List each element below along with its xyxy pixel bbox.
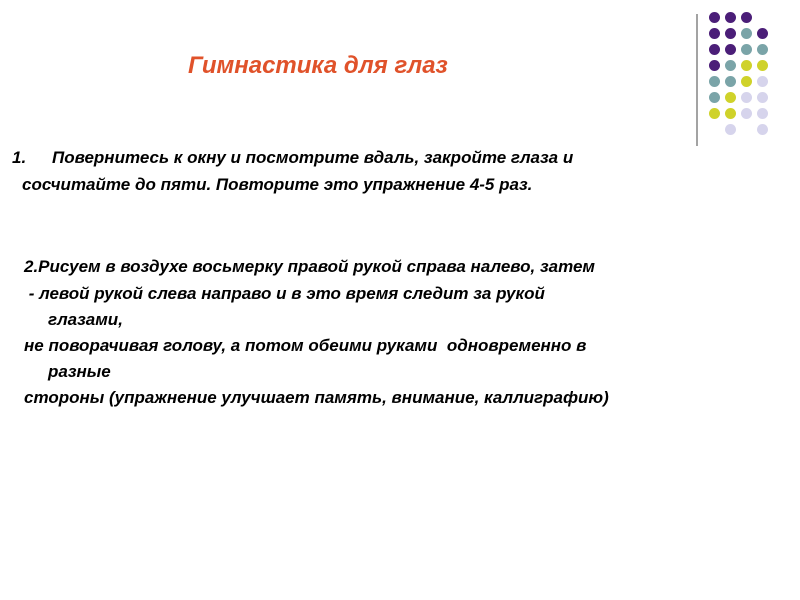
exercise-2-line-1: 2.Рисуем в воздухе восьмерку правой рукой справа налево, затем xyxy=(24,257,596,276)
exercise-2-line-3: глазами, xyxy=(48,310,123,329)
decorative-divider-line xyxy=(696,14,698,146)
decorative-dot xyxy=(709,76,720,87)
decorative-dot xyxy=(741,28,752,39)
decorative-dot xyxy=(741,60,752,71)
decorative-dot xyxy=(709,108,720,119)
decorative-dot xyxy=(741,92,752,103)
decorative-dot xyxy=(725,108,736,119)
decorative-dot xyxy=(725,44,736,55)
decorative-dot xyxy=(709,28,720,39)
slide-title: Гимнастика для глаз xyxy=(188,52,448,79)
exercise-2-line-6: стороны (упражнение улучшает память, внимание, каллиграфию) xyxy=(24,388,609,407)
exercise-2-line-2: - левой рукой слева направо и в это время следит за рукой xyxy=(24,284,545,303)
decorative-dot xyxy=(741,44,752,55)
decorative-dot xyxy=(709,92,720,103)
decorative-dot xyxy=(757,60,768,71)
exercise-2-line-5: разные xyxy=(48,362,111,381)
exercise-2-line-4: не поворачивая голову, а потом обеими руками одновременно в xyxy=(24,336,587,355)
decorative-dot xyxy=(725,60,736,71)
exercise-1-number: 1. xyxy=(12,148,27,167)
exercise-1-line-1: Повернитесь к окну и посмотрите вдаль, закройте глаза и xyxy=(52,148,574,167)
decorative-dot xyxy=(757,92,768,103)
decorative-dot xyxy=(725,124,736,135)
decorative-dot xyxy=(757,108,768,119)
decorative-dot-grid xyxy=(709,12,799,132)
decorative-dot xyxy=(725,92,736,103)
decorative-dot xyxy=(725,28,736,39)
decorative-dot xyxy=(709,60,720,71)
exercise-1-line-2: сосчитайте до пяти. Повторите это упражнение 4-5 раз. xyxy=(22,175,533,194)
decorative-dot xyxy=(741,12,752,23)
decorative-dot xyxy=(757,124,768,135)
decorative-dot xyxy=(757,28,768,39)
decorative-dot xyxy=(741,108,752,119)
decorative-dot xyxy=(725,12,736,23)
decorative-dot xyxy=(757,44,768,55)
decorative-dot xyxy=(709,44,720,55)
decorative-dot xyxy=(709,12,720,23)
decorative-dot xyxy=(725,76,736,87)
decorative-dot xyxy=(757,76,768,87)
decorative-dot xyxy=(741,76,752,87)
